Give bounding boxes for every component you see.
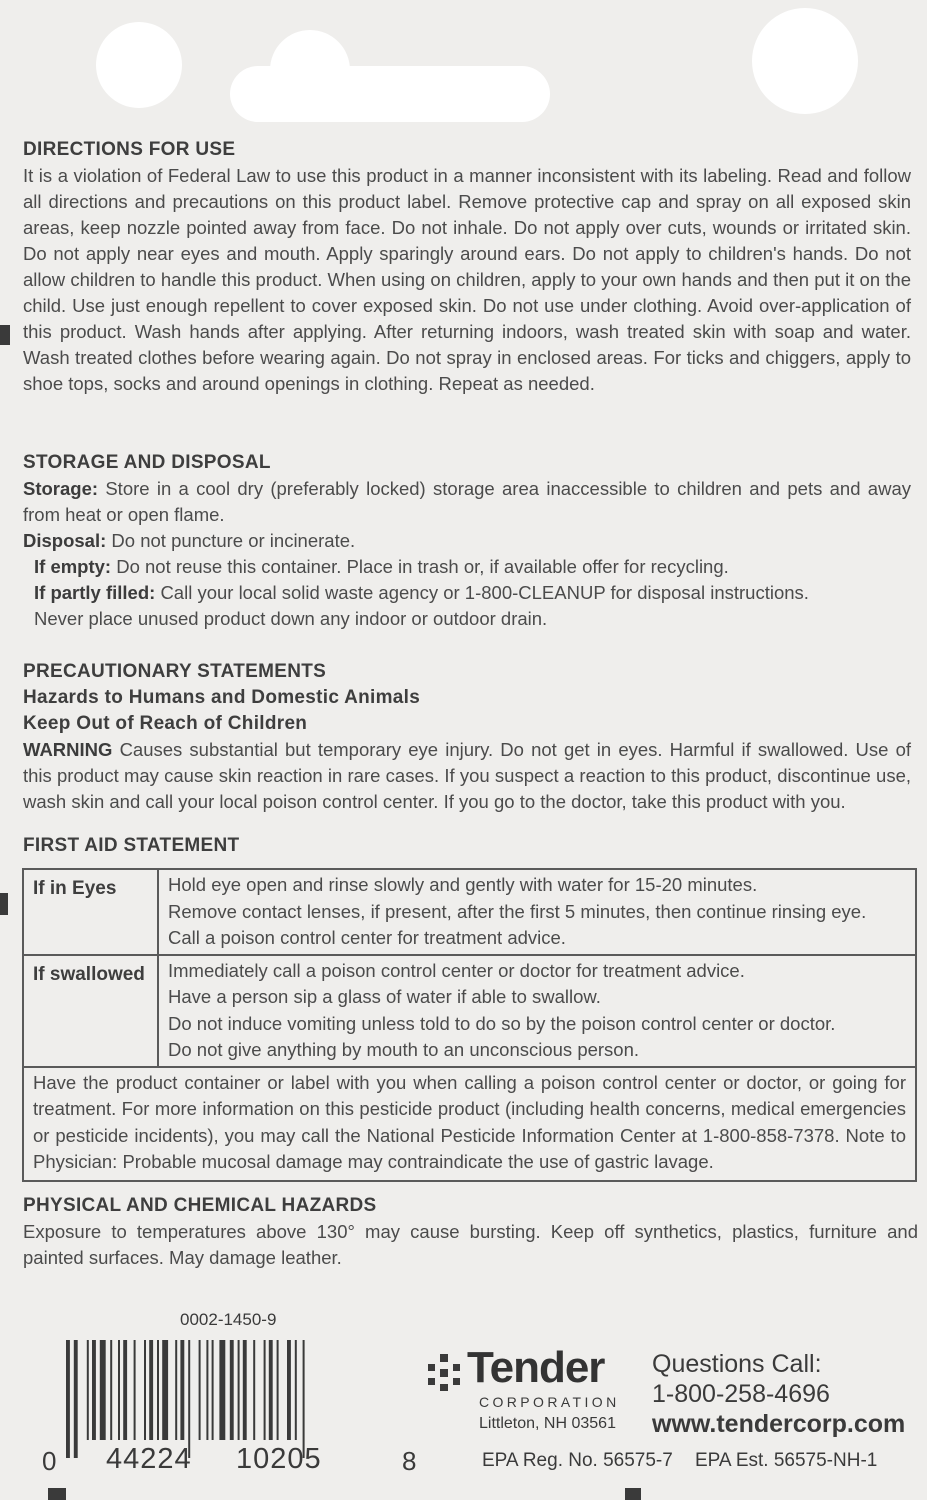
registration-mark [0,893,8,915]
disposal-label: Disposal: [23,530,107,551]
directions-body: It is a violation of Federal Law to use this product in a manner inconsistent with its labeling. Read and follow all directions and precautions on this product label. Remove protective cap and spray on all exposed skin areas, keep nozzle pointed away from face. Do not inhale. Do not apply over cuts, wounds or irritated skin. Do not apply near eyes and mouth. Apply sparingly around ears. Do not apply to children's hands. Do not allow children to handle this product. When using on children, apply to your own hands and then put it on the child. Use just enough repellent to cover exposed skin. Do not use under clothing. Avoid over-application of this product. Wash hands after applying. After returning indoors, wash treated skin with soap and water. Wash treated clothes before wearing again. Do not spray in enclosed areas. For ticks and chiggers, apply to shoe tops, socks and around openings in clothing. Repeat as needed. [23,165,911,394]
barcode-bar [87,1340,89,1440]
barcode-bar [287,1340,291,1440]
barcode [66,1340,396,1458]
instruction-line: Hold eye open and rinse slowly and gently with water for 15-20 minutes. [168,874,758,895]
warning-paragraph [23,737,911,815]
barcode-bar [303,1340,305,1458]
registration-mark [0,325,10,345]
barcode-bar [243,1340,247,1440]
first-aid-condition: If swallowed [23,955,158,1067]
instruction-line: Immediately call a poison control center or doctor for treatment advice. [168,959,745,981]
partly-filled-text: Call your local solid waste agency or 1-800-CLEANUP for disposal instructions. [160,582,809,603]
hanger-hole-right [752,8,858,114]
storage-text: Store in a cool dry (preferably locked) storage area inaccessible to children and pets and away from heat or open flame. [23,478,911,525]
table-row [23,955,916,1067]
storage-label: Storage: [23,478,99,499]
instruction-line: Call a poison control center for treatment advice. [168,927,566,948]
barcode-bar [188,1340,190,1458]
hanger-slot [230,66,550,122]
barcode-digits-group-2: 10205 [236,1443,322,1475]
instruction-line: Do not give anything by mouth to an unconscious person. [168,1039,640,1060]
barcode-bar [212,1340,214,1440]
keep-out-subheading: Keep Out of Reach of Children [23,713,308,734]
storage-paragraph [23,476,911,528]
warning-label: WARNING [23,739,113,760]
epa-registration: EPA Reg. No. 56575-7 [482,1450,673,1471]
first-aid-section [23,833,911,859]
barcode-bar [144,1340,146,1440]
barcode-bar [219,1340,225,1440]
epa-establishment: EPA Est. 56575-NH-1 [695,1450,878,1471]
questions-label: Questions Call: [652,1350,822,1378]
directions-section [23,137,911,397]
hanger-hole-left [96,22,182,108]
hazards-heading: PHYSICAL AND CHEMICAL HAZARDS [23,1195,377,1216]
never-line: Never place unused product down any indoor or outdoor drain. [34,608,548,629]
storage-section [23,450,911,632]
barcode-bar [92,1340,96,1440]
barcode-digits-group-1: 44224 [106,1443,192,1475]
hazards-humans-subheading: Hazards to Humans and Domestic Animals [23,687,421,708]
barcode-bar [238,1340,240,1440]
barcode-bar [180,1340,184,1440]
table-row [23,869,916,955]
hazards-text: Exposure to temperatures above 130° may cause bursting. Keep off synthetics, plastics, furniture and painted surfaces. May damage leather. [23,1221,918,1268]
instruction-line: Have a person sip a glass of water if able to swallow. [168,986,601,1007]
barcode-bar [206,1340,208,1440]
barcode-bar [264,1340,266,1440]
hazards-section [23,1193,918,1271]
barcode-bar [123,1340,127,1440]
company-website: www.tendercorp.com [652,1410,906,1438]
warning-text: Causes substantial but temporary eye injury. Do not get in eyes. Harmful if swallowed. Use of this product may cause skin reaction in rare cases. If you suspect a reaction to this product, discontinue use, wash skin and call your local poison control center. If you go to the doctor, take this product with you. [23,739,912,812]
first-aid-instructions [158,869,916,955]
barcode-digit-left: 0 [42,1446,58,1476]
first-aid-table [22,868,917,1182]
barcode-digit-right: 8 [402,1446,418,1476]
company-subname: CORPORATION [479,1394,620,1410]
precautionary-section [23,659,911,815]
empty-label: If empty: [34,556,112,577]
storage-heading: STORAGE AND DISPOSAL [23,452,271,473]
barcode-bar [253,1340,255,1440]
table-row [23,1067,916,1181]
first-aid-note: Have the product container or label with you when calling a poison control center or doctor, or going for treatment. For more information on this pesticide product (including health concerns, medical emergencies or pesticide incidents), you may call the National Pesticide Information Center at 1-800-858-7378. Note to Physician: Probable mucosal damage may contraindicate the use of gastric lavage. [23,1067,916,1181]
barcode-bar [199,1340,201,1440]
barcode-bar [269,1340,273,1440]
company-phone: 1-800-258-4696 [652,1380,830,1408]
barcode-bar [66,1340,70,1458]
first-aid-heading: FIRST AID STATEMENT [23,835,240,856]
barcode-bar [110,1340,112,1440]
directions-heading: DIRECTIONS FOR USE [23,139,236,160]
registration-mark [48,1488,66,1500]
barcode-bar [100,1340,106,1440]
barcode-bar [230,1340,234,1440]
barcode-bar [74,1340,78,1458]
disposal-text: Do not puncture or incinerate. [111,530,356,551]
barcode-bar [149,1340,153,1440]
barcode-bar [134,1340,136,1440]
first-aid-condition: If in Eyes [23,869,158,955]
empty-line [23,554,911,580]
registration-mark [625,1488,641,1500]
company-location: Littleton, NH 03561 [479,1415,616,1432]
partly-filled-line [23,580,911,606]
tender-logo-icon [422,1350,466,1394]
instruction-line: Do not induce vomiting unless told to do so by the poison control center or doctor. [168,1012,836,1034]
barcode-bar [295,1340,297,1440]
barcode-bar [175,1340,177,1440]
precautionary-heading: PRECAUTIONARY STATEMENTS [23,661,327,682]
barcode-bar [162,1340,168,1440]
disposal-line [23,528,911,554]
first-aid-instructions [158,955,916,1067]
barcode-bar [118,1340,120,1440]
partly-filled-label: If partly filled: [34,582,156,603]
barcode-bar [277,1340,279,1440]
barcode-code-top: 0002-1450-9 [180,1310,277,1329]
empty-text: Do not reuse this container. Place in trash or, if available offer for recycling. [116,556,729,577]
instruction-line: Remove contact lenses, if present, after the first 5 minutes, then continue rinsing eye. [168,900,867,922]
company-name: Tender [467,1343,605,1392]
barcode-bar [157,1340,159,1440]
